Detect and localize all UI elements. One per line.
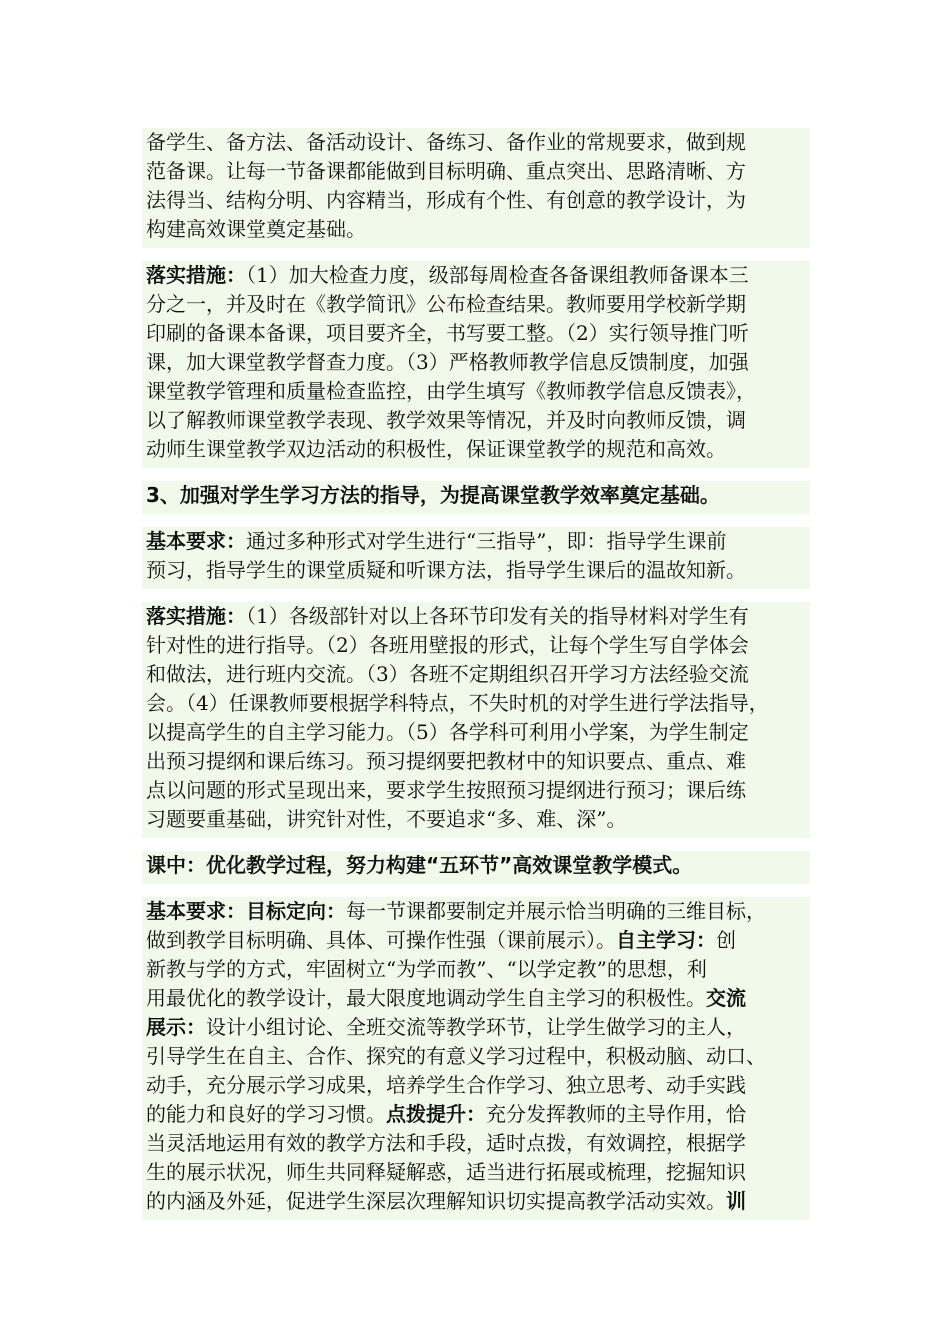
paragraph-measures-2 — [142, 602, 810, 838]
text-line: 新教与学的方式，牢固树立“为学而教”、“以学定教”的思想，利 — [146, 957, 707, 981]
text-line: 法得当、结构分明、内容精当，形成有个性、有创意的教学设计，为 — [146, 188, 746, 212]
text-line: 动师生课堂教学双边活动的积极性，保证课堂教学的规范和高效。 — [146, 437, 726, 461]
text-line: 以了解教师课堂教学表现、教学效果等情况，并及时向教师反馈，调 — [146, 408, 746, 432]
paragraph-five-steps — [142, 897, 810, 1220]
text-line: 以提高学生的自主学习能力。（5）各学科可利用小学案，为学生制定 — [146, 720, 749, 744]
text-run: （1）加大检查力度，级部每周检查各备课组教师备课本三 — [246, 263, 749, 287]
text-run: 设计小组讨论、全班交流等教学环节，让学生做学习的主人， — [206, 1015, 746, 1039]
text-line: 会。（4）任课教师要根据学科特点，不失时机的对学生进行学法指导， — [146, 691, 769, 715]
text-line: 课，加大课堂教学督查力度。（3）严格教师教学信息反馈制度，加强 — [146, 350, 749, 374]
measures-label: 落实措施： — [146, 604, 246, 628]
text-line — [146, 1013, 806, 1042]
step-goal-label: 目标定向： — [246, 899, 346, 923]
text-run: 充分发挥教师的主导作用，恰 — [486, 1102, 746, 1126]
text-line: 预习，指导学生的课堂质疑和听课方法，指导学生课后的温故知新。 — [146, 558, 746, 582]
text-line: 当灵活地运用有效的教学方法和手段，适时点拨，有效调控，根据学 — [146, 1131, 746, 1155]
paragraph-requirements-1 — [142, 527, 810, 589]
step-exchange-label-part: 交流 — [706, 986, 746, 1010]
step-training-label-part: 训 — [726, 1189, 746, 1213]
text-line: 出预习提纲和课后练习。预习提纲要把教材中的知识要点、重点、难 — [146, 749, 746, 773]
text-line: 引导学生在自主、合作、探究的有意义学习过程中，积极动脑、动口、 — [146, 1044, 766, 1068]
text-line: 和做法，进行班内交流。（3）各班不定期组织召开学习方法经验交流 — [146, 662, 749, 686]
text-line — [146, 602, 806, 631]
text-line: 习题要重基础，讲究针对性，不要追求“多、难、深”。 — [146, 807, 627, 831]
text-line: 备学生、备方法、备活动设计、备练习、备作业的常规要求，做到规 — [146, 130, 746, 154]
paragraph-measures-1 — [142, 261, 810, 468]
text-run: 通过多种形式对学生进行“三指导”，即：指导学生课前 — [246, 529, 727, 553]
text-line: 动手，充分展示学习成果，培养学生合作学习、独立思考、动手实践 — [146, 1073, 746, 1097]
document-body — [142, 128, 810, 1233]
section-heading-3: 3、加强对学生学习方法的指导，为提高课堂教学效率奠定基础。 — [142, 481, 810, 514]
text-run: 做到教学目标明确、具体、可操作性强（课前展示）。 — [146, 928, 616, 952]
text-line: 范备课。让每一节备课都能做到目标明确、重点突出、思路清晰、方 — [146, 159, 746, 183]
text-run: 用最优化的教学设计，最大限度地调动学生自主学习的积极性。 — [146, 986, 706, 1010]
paragraph-lesson-prep — [142, 128, 810, 248]
text-line: 课堂教学管理和质量检查监控，由学生填写《教师教学信息反馈表》， — [146, 379, 756, 403]
text-line — [146, 527, 806, 556]
text-line — [146, 261, 806, 290]
step-self-study-label: 自主学习： — [616, 928, 716, 952]
text-run: 的能力和良好的学习习惯。 — [146, 1102, 386, 1126]
text-line — [146, 926, 806, 955]
text-line: 生的展示状况，师生共同释疑解惑，适当进行拓展或梳理，挖掘知识 — [146, 1160, 746, 1184]
text-line: 构建高效课堂奠定基础。 — [146, 217, 366, 241]
text-line: 分之一，并及时在《教学简讯》公布检查结果。教师要用学校新学期 — [146, 292, 746, 316]
text-run: 创 — [716, 928, 736, 952]
step-exchange-label-part: 展示： — [146, 1015, 206, 1039]
text-line — [146, 984, 806, 1013]
text-line: 针对性的进行指导。（2）各班用壁报的形式，让每个学生写自学体会 — [146, 633, 749, 657]
text-line — [146, 897, 806, 926]
text-run: 的内涵及外延，促进学生深层次理解知识切实提高教学活动实效。 — [146, 1189, 726, 1213]
section-heading-in-class: 课中：优化教学过程，努力构建“五环节”高效课堂教学模式。 — [142, 851, 810, 884]
text-line: 点以问题的形式呈现出来，要求学生按照预习提纲进行预习；课后练 — [146, 778, 746, 802]
text-line — [146, 1100, 806, 1129]
requirements-label: 基本要求： — [146, 529, 246, 553]
requirements-label: 基本要求： — [146, 899, 246, 923]
text-line: 印刷的备课本备课，项目要齐全，书写要工整。（2）实行领导推门听 — [146, 321, 749, 345]
text-run: （1）各级部针对以上各环节印发有关的指导材料对学生有 — [246, 604, 749, 628]
step-guide-label: 点拨提升： — [386, 1102, 486, 1126]
text-line — [146, 1187, 806, 1216]
measures-label: 落实措施： — [146, 263, 246, 287]
text-run: 每一节课都要制定并展示恰当明确的三维目标， — [346, 899, 766, 923]
